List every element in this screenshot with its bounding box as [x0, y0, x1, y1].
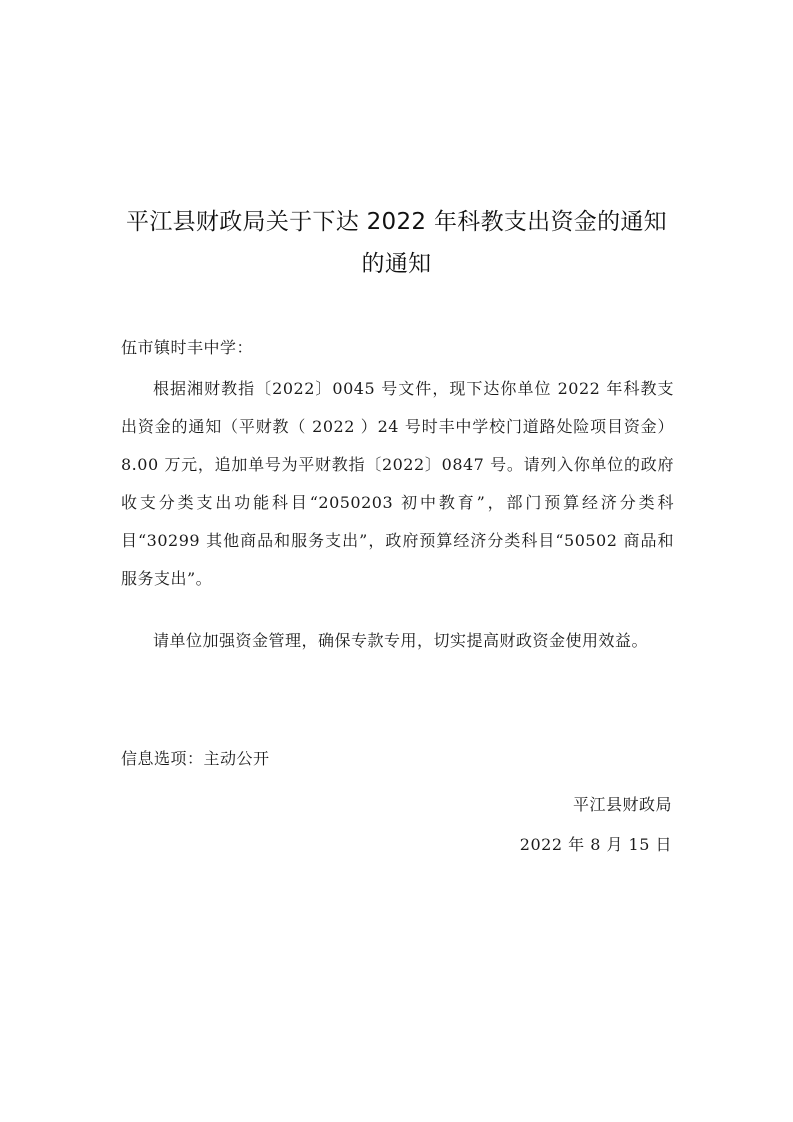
document-title-line1: 平江县财政局关于下达 2022 年科教支出资金的通知	[126, 209, 667, 235]
salutation: 伍市镇时丰中学：	[121, 338, 254, 357]
issuer-name: 平江县财政局	[572, 795, 672, 814]
info-option: 信息选项：主动公开	[121, 749, 270, 768]
document-title-line2: 的通知	[361, 251, 432, 277]
issue-date: 2022 年 8 月 15 日	[519, 835, 672, 854]
body-paragraph-2: 请单位加强资金管理，确保专款专用，切实提高财政资金使用效益。	[153, 631, 649, 650]
body-paragraph-1: 根据湘财教指〔2022〕0045 号文件，现下达你单位 2022 年科教支出资金的通知（平财教（ 2022 ）24 号时丰中学校门道路处险项目资金）8.00 万元，追加单号为平财教指〔2022〕0847 号。请列入你单位的政府收支分类支出功能科目“2050203 初中教育”，部门预算经济分类科目“30299 其他商品和服务支出”，政府预算经济分类科目“50502 商品和服务支出”。	[121, 379, 674, 588]
